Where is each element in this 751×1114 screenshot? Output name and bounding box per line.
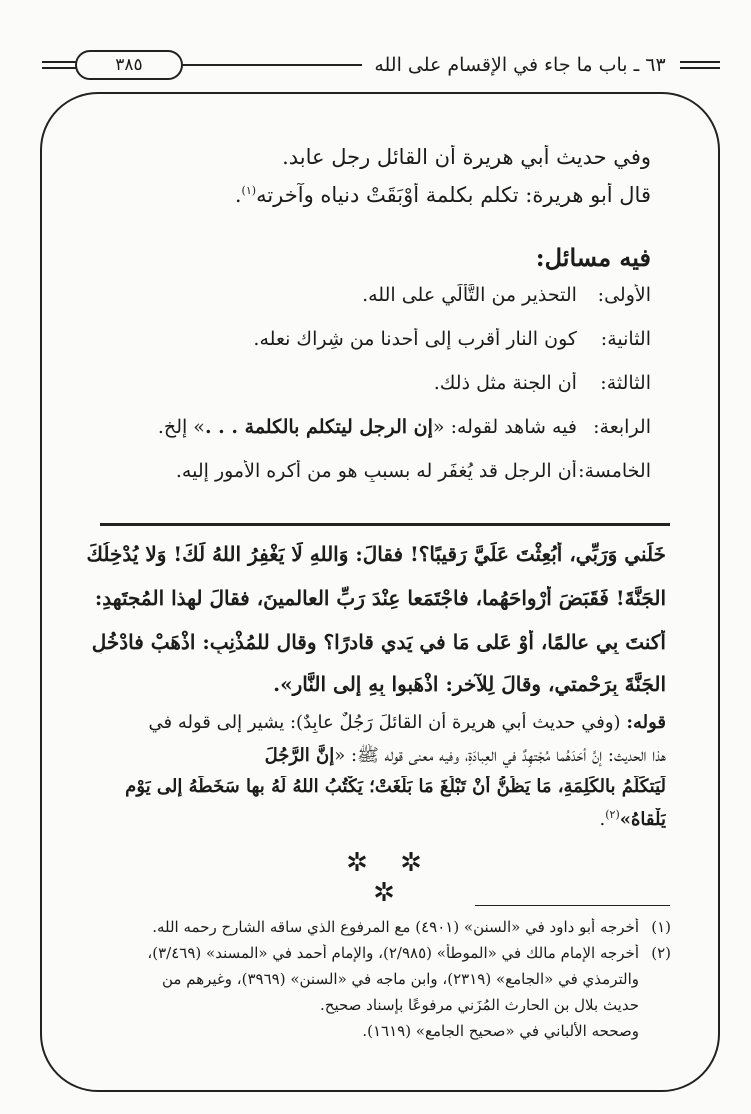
sharh-para-line-2-bold: إنَّ الرَّجُلَ	[264, 745, 335, 766]
footnote-ref-1: (١)	[241, 184, 257, 197]
issue-4	[91, 416, 651, 438]
matn-line-1: وفي حديث أبي هريرة أن القائل رجل عابد.	[282, 145, 651, 169]
footnote-2-line-1: أخرجه الإمام مالك في «الموطأ» (٢/٩٨٥)، والإمام أحمد في «المسند» (٣/٤٦٩)،	[147, 944, 639, 962]
sharh-para-line-4-end: .	[599, 809, 606, 830]
footnote-1	[81, 918, 671, 936]
matn-line-2-text: قال أبو هريرة: تكلم بكلمة أَوْبَقَتْ دنياه وآخرته	[256, 183, 651, 207]
footnote-2-number: (٢)	[651, 944, 671, 962]
sharh-para-line-2-text: هذا الحديث: إنَّ أحَدَهُما مُجْتهِدٌ في العِبادَةِ، وفيه معنى قوله ﷺ: «	[334, 745, 666, 766]
issues-heading: فيه مسائل:	[535, 243, 651, 272]
issue-1-text: التحذير من التَّأَلِّي على الله.	[362, 284, 577, 306]
footnote-1-number: (١)	[651, 918, 671, 936]
page-number: ٣٨٥	[75, 50, 183, 80]
issue-4-text-bold: إن الرجل ليتكلم بالكلمة . . .	[204, 416, 433, 438]
issue-2	[91, 328, 651, 350]
issue-5	[91, 460, 651, 482]
issue-1	[91, 284, 651, 306]
sharh-para-line-4-text: يَلْقاهُ»	[619, 809, 666, 830]
sharh-line-1-text: خَلِّني وَرَبِّي، أَبُعِثْتَ عَلَيَّ رَقيبًا؟! فقالَ: وَاللهِ لَا يَغْفِرُ اللهُ لَكَ! وَلا يُدْخِلُكَ	[86, 542, 666, 566]
sharh-para-line-4	[81, 808, 666, 830]
issue-2-text: كون النار أقرب إلى أحدنا من شِراك نعله.	[253, 328, 577, 350]
sharh-line-3-text: أَكنتَ بِي عالمًا، أَوْ عَلى مَا في يَدي قادرًا؟ وقال للمُذْنِبِ: اذْهَبْ فادْخُلِ	[91, 630, 666, 654]
footnote-ref-2: (٢)	[605, 808, 620, 821]
issue-5-label: الخامسة:	[578, 460, 651, 482]
issue-2-label: الثانية:	[600, 328, 651, 350]
sharh-line-2	[81, 586, 666, 610]
matn-sharh-divider	[100, 523, 670, 526]
sharh-line-4-text: الجَنَّةَ بِرَحْمتي، وقالَ لِلآخرِ: اذْهَبوا بِهِ إلى النَّارِ».	[273, 672, 666, 696]
issue-4-label: الرابعة:	[593, 416, 651, 438]
qawluhu-label: قوله:	[626, 712, 666, 733]
sharh-para-line-2	[81, 744, 666, 770]
sharh-line-4	[81, 672, 666, 696]
issue-5-text: أن الرجل قد يُغفَر له بسببٍ هو من أكره الأمور إليه.	[175, 460, 577, 482]
issue-3-label: الثالثة:	[600, 372, 651, 394]
issue-4-text-before: فيه شاهد لقوله: «	[432, 416, 577, 438]
header-rule-left-2	[42, 67, 78, 69]
issue-1-label: الأولى:	[597, 284, 651, 306]
header-rule-left	[42, 61, 78, 63]
footnote-1-text: أخرجه أبو داود في «السنن» (٤٩٠١) مع المرفوع الذي ساقه الشارح رحمه الله.	[152, 918, 639, 936]
sharh-para-line-1-text: (وفي حديث أبي هريرة أن القائلَ رَجُلٌ عابِدٌ): يشير إلى قوله في	[148, 712, 627, 733]
footnote-2	[81, 944, 671, 962]
sharh-line-1	[81, 542, 666, 566]
sharh-para-line-3-text: لَيَتكَلَّمُ بالكَلِمَةِ، مَا يَظُنُّ أَنْ تَبْلُغَ مَا بَلَغَتْ؛ يَكْتُبُ اللهُ لَهُ بها سَخَطَهُ إلى يَوْمِ	[125, 776, 666, 797]
footnote-2-line-3: حديث بلال بن الحارث المُزَني مرفوعًا بإسناد صحيح.	[320, 996, 639, 1014]
matn-line-2	[111, 183, 651, 207]
matn-line-2-end: .	[234, 183, 242, 207]
issue-4-text-after: » إلخ.	[157, 416, 205, 438]
issue-3	[91, 372, 651, 394]
sharh-line-2-text: الجَنَّةَ! فَقَبَضَ أرْواحَهُما، فاجْتَمَعا عِنْدَ رَبِّ العالمينَ، فقالَ لهذا المُجتَهِدِ:	[94, 586, 666, 610]
footnote-separator	[475, 905, 670, 906]
header-rule-middle	[182, 64, 362, 66]
sharh-para-line-1	[81, 712, 666, 733]
sharh-para-line-3	[81, 776, 666, 797]
section-separator-stars: ✲ ✲ ✲	[346, 848, 434, 908]
header-rule-right-2	[680, 67, 720, 69]
chapter-title: ٦٣ ـ باب ما جاء في الإقسام على الله	[374, 54, 666, 76]
sharh-line-3	[81, 630, 666, 654]
issue-3-text: أن الجنة مثل ذلك.	[433, 372, 577, 394]
footnote-2-line-2: والترمذي في «الجامع» (٢٣١٩)، وابن ماجه في «السنن» (٣٩٦٩)، وغيرهم من	[162, 970, 639, 988]
header-rule-right	[680, 61, 720, 63]
footnote-2-line-4: وصححه الألباني في «صحيح الجامع» (١٦١٩).	[362, 1022, 639, 1040]
